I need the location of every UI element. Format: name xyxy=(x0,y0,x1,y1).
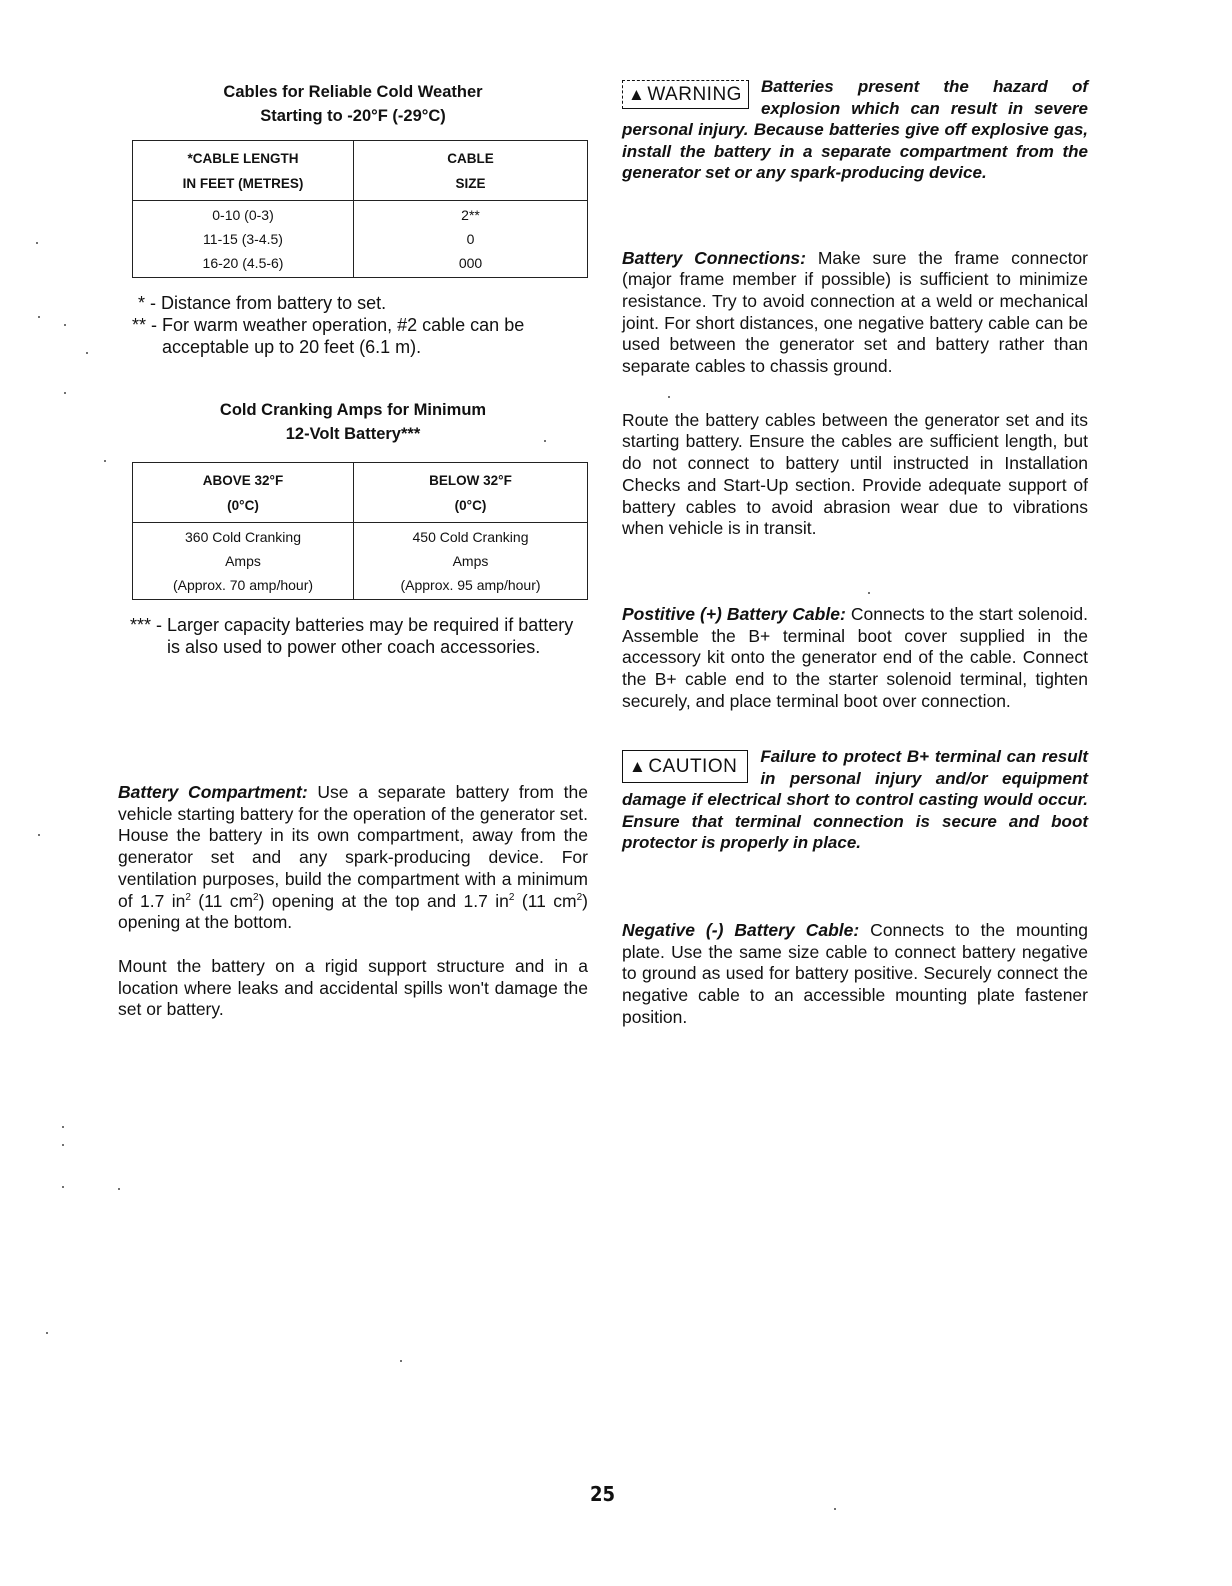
cca-header-above xyxy=(133,463,354,523)
warning-block xyxy=(622,76,1088,184)
battery-compartment-lead: Battery Compartment: xyxy=(118,782,308,802)
note-text: Larger capacity batteries may be required if battery is also used to power other coach accessories. xyxy=(167,615,574,657)
route-paragraph: Route the battery cables between the generator set and its starting battery. Ensure the cables are sufficient length, but do not connect to battery until instructed in Installation Checks and Start-Up section. Provide adequate support of battery cables to avoid abrasion wear due to vibrations when vehicle is in transit. xyxy=(622,409,1088,539)
cca-table-title-line1: Cold Cranking Amps for Minimum xyxy=(219,401,487,419)
note-marker: *** - xyxy=(130,615,168,635)
cables-table xyxy=(132,140,588,278)
paragraph-text: Use a separate battery from the vehicle starting battery for the operation of the generator set. House the battery in its own compartment, away from the generator set and any spark-producing device. For ventilation purposes, build the compartment with a minimum of 1.7 in xyxy=(118,782,588,911)
scan-speck xyxy=(64,392,66,394)
right-column xyxy=(622,76,1088,1028)
left-column xyxy=(118,80,588,1021)
cca-table-title-line2: 12-Volt Battery*** xyxy=(285,425,421,443)
scan-speck xyxy=(38,834,40,836)
scan-speck xyxy=(86,352,88,354)
battery-compartment-paragraph xyxy=(118,782,588,934)
cables-size-cell xyxy=(354,201,588,278)
cca-table-notes xyxy=(130,614,588,658)
cables-table-title-line1: Cables for Reliable Cold Weather xyxy=(223,83,483,101)
warning-label-box xyxy=(622,80,749,109)
table-cell: (Approx. 70 amp/hour) xyxy=(172,577,314,593)
table-cell: 2** xyxy=(461,207,480,223)
header-size-line2: SIZE xyxy=(455,176,486,191)
note-item xyxy=(132,292,588,314)
scan-speck xyxy=(104,460,106,462)
cables-length-cell xyxy=(133,201,354,278)
warning-text: Batteries present the hazard of explosion which can result in severe personal injury. Because batteries give off explosive gas, install the battery in a separate compartment from the generator set or any spark-producing device. xyxy=(622,77,1088,182)
table-cell: 0-10 (0-3) xyxy=(212,207,274,223)
header-below-line1: BELOW 32°F xyxy=(429,473,512,488)
caution-label-box xyxy=(622,750,748,783)
caution-text: Failure to protect B+ terminal can result in personal injury and/or equipment damage if electrical short to control casting would occur. Ensure that terminal connection is secure and boot protector is properly in place. xyxy=(622,747,1088,853)
note-marker: ** - xyxy=(132,315,163,335)
note-text: Distance from battery to set. xyxy=(161,293,387,313)
table-cell: 11-15 (3-4.5) xyxy=(203,231,283,247)
header-below-line2: (0°C) xyxy=(454,498,487,513)
cca-table-body xyxy=(133,523,588,600)
superscript: 2 xyxy=(253,891,259,903)
paragraph-text: Connects to the start solenoid. Assemble the B+ terminal boot cover supplied in the accessory kit onto the generator end of the cable. Connect the B+ cable end to the starter solenoid terminal, tighten securely, and place terminal boot over connection. xyxy=(622,603,1089,711)
battery-connections-lead: Battery Connections: xyxy=(622,247,806,268)
header-length-line1: *CABLE LENGTH xyxy=(187,151,299,166)
caution-label: CAUTION xyxy=(648,756,738,778)
scan-speck xyxy=(62,1126,64,1128)
cca-above-cell xyxy=(133,523,354,600)
positive-cable-lead: Postitive (+) Battery Cable: xyxy=(622,603,846,624)
scan-speck xyxy=(834,1508,836,1510)
superscript: 2 xyxy=(508,891,515,903)
cca-header-below xyxy=(354,463,588,523)
battery-connections-paragraph xyxy=(622,248,1088,378)
cables-table-body xyxy=(133,201,588,278)
paragraph-text: Connects to the mounting plate. Use the same size cable to connect battery negative to ground as used for battery positive. Securely connect the negative cable to an accessible mounting plate fastener position. xyxy=(622,919,1088,1027)
cables-table-notes xyxy=(132,292,588,358)
note-item xyxy=(132,314,588,358)
scan-speck xyxy=(868,592,870,594)
scan-speck xyxy=(36,242,38,244)
superscript: 2 xyxy=(576,891,583,903)
paragraph-text: ) opening at the top and 1.7 in xyxy=(258,890,509,911)
table-cell: (Approx. 95 amp/hour) xyxy=(400,577,541,593)
paragraph-text: Make sure the frame connector (major frame member if possible) is sufficient to minimize resistance. Try to avoid connection at a weld or mechanical joint. For short distances, one negative battery cable can be used between the generator set and battery rather than separate cables to chassis ground. xyxy=(622,247,1089,377)
cca-table-header xyxy=(133,463,588,523)
negative-cable-lead: Negative (-) Battery Cable: xyxy=(622,919,860,940)
negative-cable-paragraph xyxy=(622,920,1088,1029)
cables-table-title-line2: Starting to -20°F (-29°C) xyxy=(260,107,446,125)
scan-speck xyxy=(64,324,66,326)
note-item xyxy=(130,614,588,658)
scan-speck xyxy=(62,1144,64,1146)
caution-block xyxy=(622,746,1088,854)
header-size-line1: CABLE xyxy=(447,151,494,166)
cca-below-cell xyxy=(354,523,588,600)
caution-triangle-icon: ▲ xyxy=(629,757,647,777)
header-above-line1: ABOVE 32°F xyxy=(202,473,284,488)
cables-header-length xyxy=(133,141,354,201)
table-cell: 360 Cold Cranking xyxy=(185,529,301,545)
header-above-line2: (0°C) xyxy=(227,498,259,513)
scan-speck xyxy=(38,316,40,318)
note-marker: * - xyxy=(138,293,162,313)
cables-table-header xyxy=(133,141,588,201)
table-cell: 450 Cold Cranking xyxy=(412,529,529,545)
table-cell: Amps xyxy=(452,553,489,569)
paragraph-text: ) opening at the bottom. xyxy=(118,890,588,933)
warning-triangle-icon: ▲ xyxy=(628,85,646,104)
table-cell: 0 xyxy=(466,231,475,247)
cca-table xyxy=(132,462,588,600)
paragraph-text: (11 cm xyxy=(190,890,254,911)
warning-label: WARNING xyxy=(647,84,742,105)
table-cell: 16-20 (4.5-6) xyxy=(202,255,284,271)
paragraph-text: (11 cm xyxy=(514,890,577,911)
table-cell: 000 xyxy=(458,255,483,271)
header-length-line2: IN FEET (METRES) xyxy=(182,176,304,191)
cca-table-title xyxy=(118,398,588,446)
scan-speck xyxy=(46,1332,48,1334)
positive-cable-paragraph xyxy=(622,604,1088,713)
scan-speck xyxy=(118,1188,120,1190)
scan-speck xyxy=(668,396,670,398)
superscript: 2 xyxy=(185,891,191,903)
scan-speck xyxy=(544,440,546,442)
cables-table-title xyxy=(118,80,588,128)
scan-speck xyxy=(400,1360,402,1362)
table-cell: Amps xyxy=(225,553,261,569)
note-text: For warm weather operation, #2 cable can be acceptable up to 20 feet (6.1 m). xyxy=(162,315,525,357)
page-number: 25 xyxy=(590,1482,616,1506)
scan-speck xyxy=(62,1186,64,1188)
mount-paragraph: Mount the battery on a rigid support structure and in a location where leaks and accidental spills won't damage the set or battery. xyxy=(118,955,588,1020)
cables-header-size xyxy=(354,141,588,201)
